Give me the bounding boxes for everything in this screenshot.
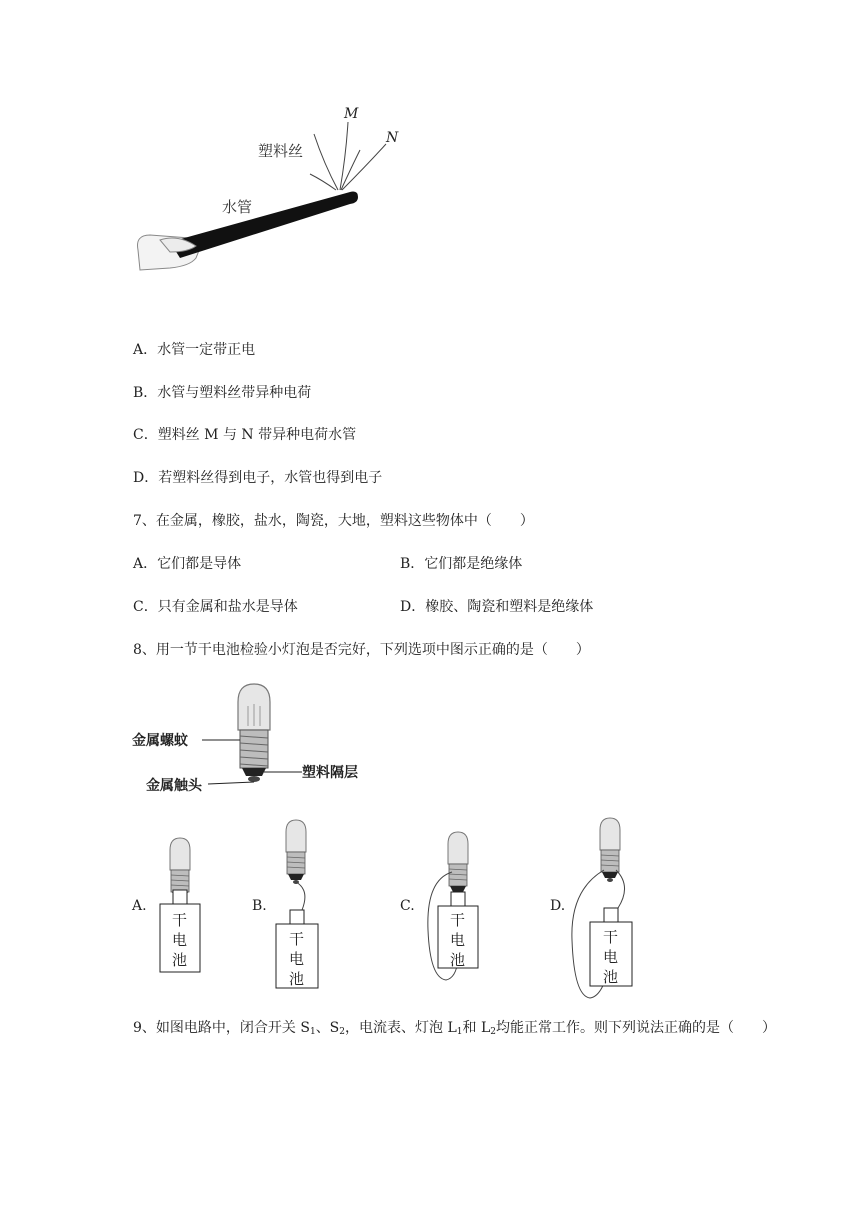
option-a-battery-char-1: 干 bbox=[172, 911, 188, 929]
q7-option-c: C．只有金属和盐水是导体 bbox=[133, 599, 298, 615]
option-a-battery-char-2: 电 bbox=[172, 931, 188, 949]
option-b-letter: B. bbox=[252, 898, 267, 914]
figure-pipe-plastic-threads bbox=[130, 100, 410, 275]
label-plastic-insulation: 塑料隔层 bbox=[302, 765, 358, 781]
figure-bulb-structure bbox=[130, 680, 370, 800]
option-c-battery-char-2: 电 bbox=[450, 931, 466, 949]
option-b-battery-char-2: 电 bbox=[289, 950, 305, 968]
label-plastic-thread: 塑料丝 bbox=[258, 142, 304, 160]
option-c-diagram bbox=[400, 832, 478, 980]
q9-sub-l1: 1 bbox=[456, 1027, 463, 1037]
plastic-thread-2 bbox=[310, 174, 336, 190]
bulb-insulation-layer bbox=[242, 768, 266, 776]
option-c-battery-char-3: 池 bbox=[450, 951, 466, 969]
option-b-diagram bbox=[252, 820, 318, 988]
q7-option-d: D．橡胶、陶瓷和塑料是绝缘体 bbox=[400, 599, 594, 615]
option-d-battery-char-2: 电 bbox=[603, 948, 619, 966]
q8-stem: 8、用一节干电池检验小灯泡是否完好，下列选项中图示正确的是（ ） bbox=[133, 642, 590, 658]
figure-q8-options bbox=[120, 810, 680, 1010]
plastic-thread-m bbox=[340, 122, 348, 190]
option-a-battery-char-3: 池 bbox=[172, 951, 188, 969]
plastic-thread-1 bbox=[314, 134, 338, 190]
q6-option-d: D．若塑料丝得到电子，水管也得到电子 bbox=[133, 470, 383, 486]
q9-sub-s1: 1 bbox=[309, 1027, 316, 1037]
bulb-screw-base bbox=[240, 730, 268, 768]
plastic-thread-3 bbox=[341, 150, 360, 190]
option-a-diagram bbox=[131, 838, 200, 972]
q9-stem-part5: 均能正常工作。则下列说法正确的是（ ） bbox=[495, 1020, 776, 1036]
option-b-battery-char-1: 干 bbox=[289, 930, 305, 948]
q6-option-c: C．塑料丝 M 与 N 带异种电荷水管 bbox=[133, 427, 357, 443]
option-b-battery-char-3: 池 bbox=[289, 970, 305, 988]
plastic-thread-n bbox=[342, 144, 386, 190]
option-a-letter: A. bbox=[132, 898, 147, 914]
label-n: N bbox=[386, 130, 399, 146]
q9-stem-part3: ，电流表、灯泡 L bbox=[345, 1020, 457, 1036]
q9-stem bbox=[133, 1018, 776, 1042]
q7-stem: 7、在金属，橡胶，盐水，陶瓷，大地，塑料这些物体中（ ） bbox=[133, 513, 534, 529]
q7-option-a: A．它们都是导体 bbox=[133, 556, 242, 572]
option-c-letter: C. bbox=[400, 898, 415, 914]
q6-option-a: A．水管一定带正电 bbox=[133, 342, 256, 358]
label-metal-contact: 金属触头 bbox=[146, 778, 202, 794]
option-d-letter: D. bbox=[550, 898, 566, 914]
label-metal-screw: 金属螺蚊 bbox=[132, 733, 188, 749]
bulb-metal-contact bbox=[248, 776, 260, 782]
option-c-battery-char-1: 干 bbox=[450, 911, 466, 929]
label-water-pipe: 水管 bbox=[222, 198, 253, 216]
q9-stem-part1: 9、如图电路中，闭合开关 S bbox=[133, 1020, 310, 1036]
q7-option-b: B．它们都是绝缘体 bbox=[400, 556, 523, 572]
water-pipe bbox=[170, 192, 358, 258]
q9-sub-l2: 2 bbox=[490, 1027, 496, 1037]
label-m: M bbox=[344, 106, 359, 122]
option-d-diagram bbox=[550, 818, 632, 998]
q9-stem-part2: 、S bbox=[315, 1020, 340, 1036]
q6-option-b: B．水管与塑料丝带异种电荷 bbox=[133, 385, 312, 401]
q9-sub-s2: 2 bbox=[339, 1027, 346, 1037]
option-d-battery-char-3: 池 bbox=[603, 968, 619, 986]
option-d-battery-char-1: 干 bbox=[603, 928, 619, 946]
q9-stem-part4: 和 L bbox=[462, 1020, 491, 1036]
